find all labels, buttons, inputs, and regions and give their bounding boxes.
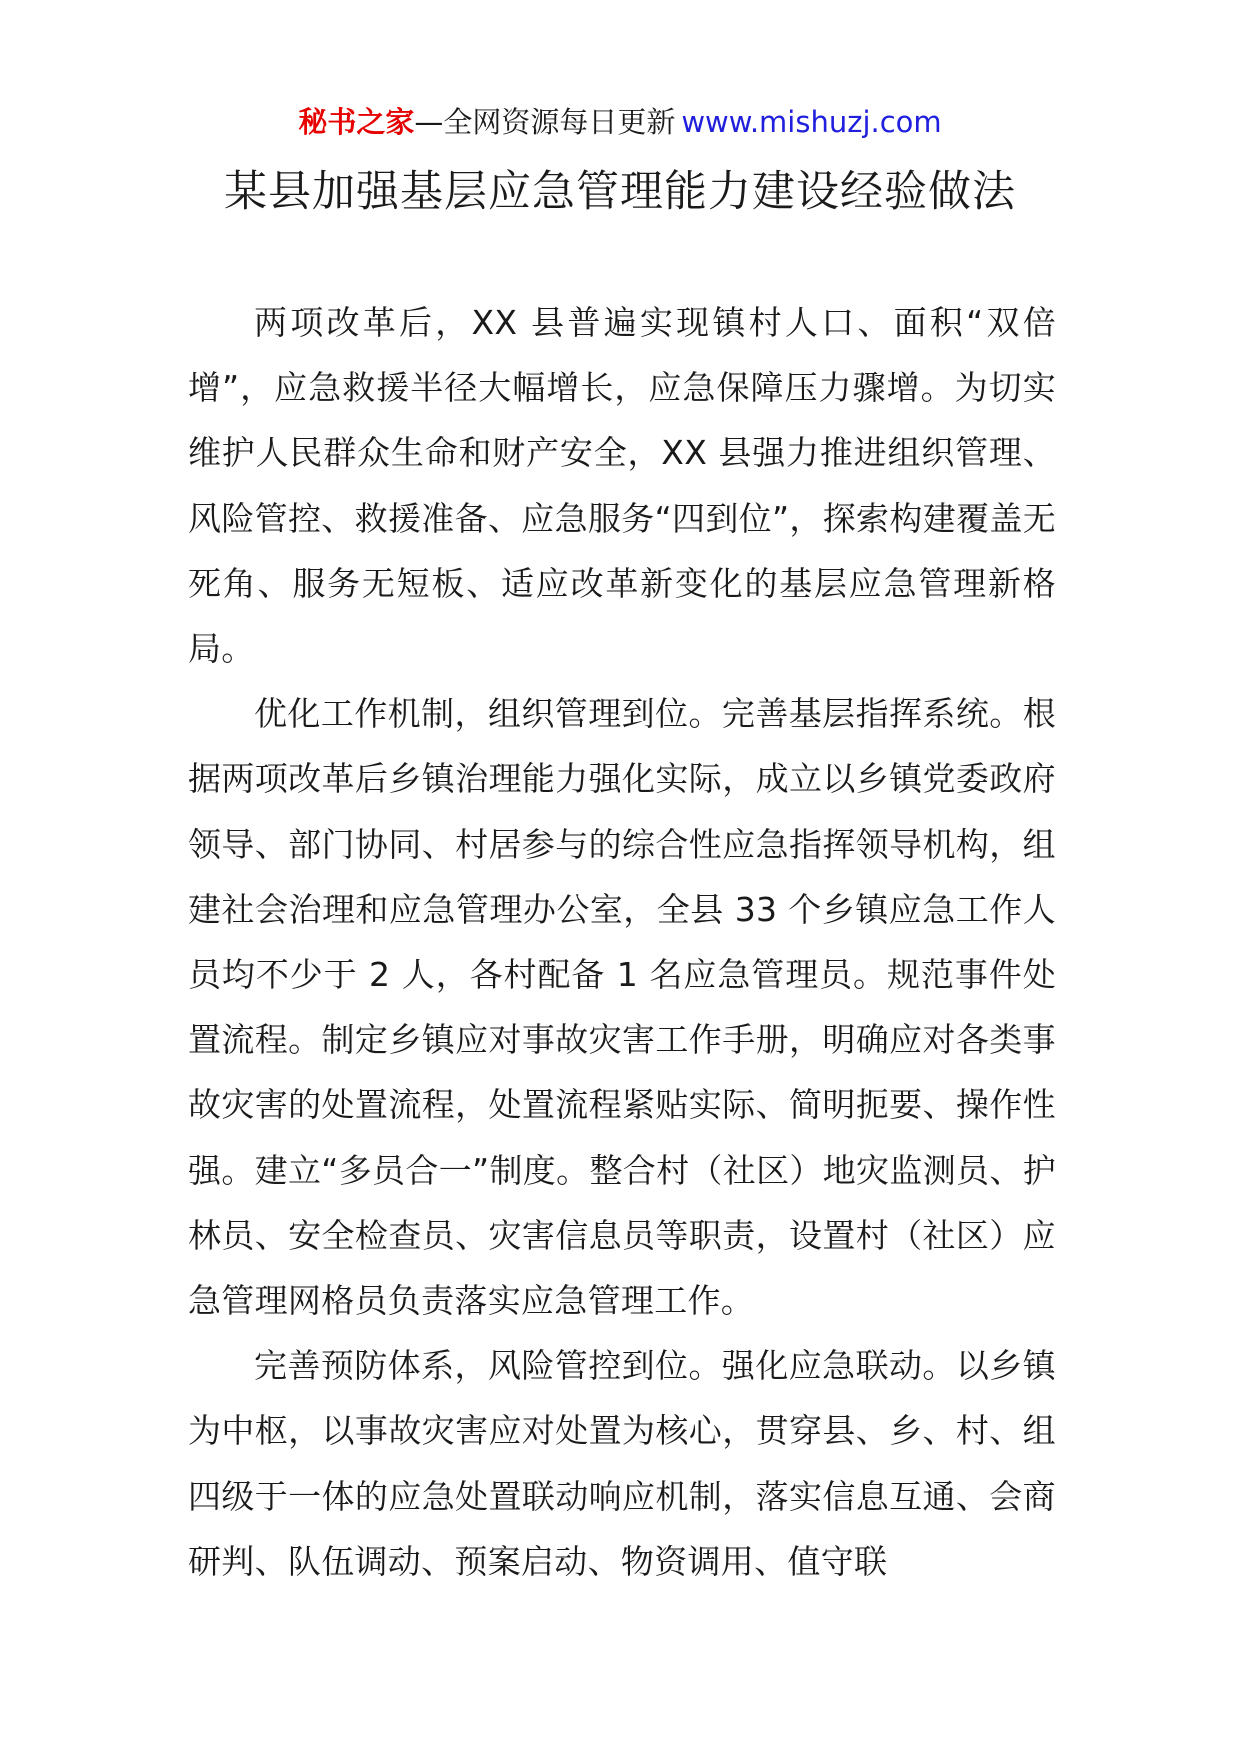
- paragraph-organization: 优化工作机制，组织管理到位。完善基层指挥系统。根据两项改革后乡镇治理能力强化实际，成立以乡镇党委政府领导、部门协同、村居参与的综合性应急指挥领导机构，组建社会治理和应急管理办公室，全县 33 个乡镇应急工作人员均不少于 2 人，各村配备 1 名应急管理员。规范事件处置流程。制定乡镇应对事故灾害工作手册，明确应对各类事故灾害的处置流程，处置流程紧贴实际、简明扼要、操作性强。建立“多员合一”制度。整合村（社区）地灾监测员、护林员、安全检查员、灾害信息员等职责，设置村（社区）应急管理网格员负责落实应急管理工作。: [188, 694, 1056, 1321]
- site-url-link[interactable]: www.mishuzj.com: [681, 105, 942, 139]
- brand-name: 秘书之家: [298, 105, 415, 139]
- document-body: [188, 290, 1056, 1594]
- paragraph-intro: 两项改革后，XX 县普遍实现镇村人口、面积“双倍增”，应急救援半径大幅增长，应急保障压力骤增。为切实维护人民群众生命和财产安全，XX 县强力推进组织管理、风险管控、救援准备、应急服务“四到位”，探索构建覆盖无死角、服务无短板、适应改革新变化的基层应急管理新格局。: [188, 303, 1056, 669]
- document-title: 某县加强基层应急管理能力建设经验做法: [224, 167, 1016, 217]
- site-header: [0, 102, 1240, 142]
- header-slogan: —全网资源每日更新: [414, 105, 676, 139]
- paragraph-prevention: 完善预防体系，风险管控到位。强化应急联动。以乡镇为中枢，以事故灾害应对处置为核心，贯穿县、乡、村、组四级于一体的应急处置联动响应机制，落实信息互通、会商研判、队伍调动、预案启动、物资调用、值守联: [188, 1346, 1056, 1581]
